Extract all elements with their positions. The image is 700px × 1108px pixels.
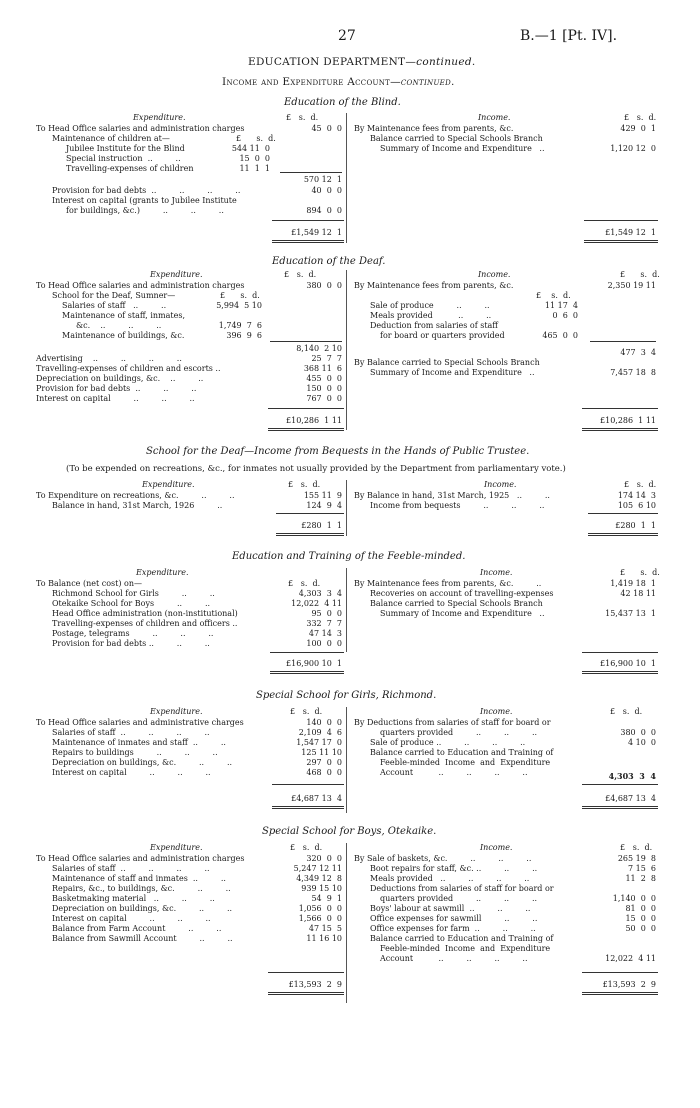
expenditure-line: Maintenance of staff and inmates .. .. xyxy=(52,874,226,883)
column-divider xyxy=(346,568,347,652)
section-title-bequests: School for the Deaf—Income from Bequests in the Hands of Public Trustee. xyxy=(146,446,530,457)
amount: 2,350 19 11 xyxy=(607,281,656,290)
section-title-blind: Education of the Blind. xyxy=(284,97,401,108)
expenditure-heading: Expenditure. xyxy=(133,113,186,122)
expenditure-line: Otekaike School for Boys .. .. xyxy=(52,599,211,608)
amount: 7 15 6 xyxy=(628,864,656,873)
amount: 320 0 0 xyxy=(306,854,342,863)
income-line: Account .. .. .. .. xyxy=(380,768,528,777)
income-line: Balance carried to Education and Training of xyxy=(370,934,554,943)
total-income: £4,687 13 4 xyxy=(605,794,656,803)
income-line: By Balance carried to Special Schools Branch xyxy=(354,358,540,367)
expenditure-line: To Head Office salaries and administration charges xyxy=(36,854,245,863)
expenditure-line: Maintenance of inmates and staff .. .. xyxy=(52,738,226,747)
double-rule xyxy=(268,428,344,431)
income-line: quarters provided .. .. .. xyxy=(380,728,538,737)
rule xyxy=(582,652,658,653)
amount: 1,547 17 0 xyxy=(296,738,342,747)
amount: 124 9 4 xyxy=(306,501,342,510)
amount: 11 16 10 xyxy=(306,934,342,943)
income-line: Boys' labour at sawmill .. .. .. xyxy=(370,904,531,913)
income-heading: Income. xyxy=(478,113,511,122)
amount: 11 2 8 xyxy=(625,874,656,883)
inner-lsd-heading: £ s. d. xyxy=(536,291,571,300)
expenditure-line: Salaries of staff .. .. xyxy=(62,301,167,310)
amount: 1,056 0 0 xyxy=(298,904,342,913)
amount: 150 0 0 xyxy=(306,384,342,393)
expenditure-line: Depreciation on buildings, &c. .. .. xyxy=(52,904,233,913)
amount: 47 14 3 xyxy=(308,629,342,638)
rule xyxy=(268,408,344,409)
expenditure-line: To Balance (net cost) on— xyxy=(36,579,142,588)
expenditure-line: Interest on capital .. .. .. xyxy=(52,768,211,777)
expenditure-line: Interest on capital .. .. .. xyxy=(36,394,195,403)
bequests-note: (To be expended on recreations, &c., for inmates not usually provided by the Department from parliamentary vote.) xyxy=(66,464,566,474)
amount: 4 10 0 xyxy=(628,738,656,747)
inner-amount: 465 0 0 xyxy=(542,331,578,340)
income-heading: Income. xyxy=(484,480,517,489)
income-line: Deductions from salaries of staff for board or xyxy=(370,884,554,893)
amount: 15 0 0 xyxy=(625,914,656,923)
amount: 40 0 0 xyxy=(311,186,342,195)
amount: 4,303 3 4 xyxy=(298,589,342,598)
income-line: Summary of Income and Expenditure .. xyxy=(380,144,545,153)
expenditure-line: Provision for bad debts .. .. .. .. xyxy=(52,186,241,195)
income-line: Meals provided .. .. .. .. xyxy=(370,874,530,883)
page-number: 27 xyxy=(338,28,356,44)
amount: 4,303 3 4 xyxy=(608,771,656,781)
expenditure-line: Depreciation on buildings, &c. .. .. xyxy=(36,374,204,383)
amount: 1,140 0 0 xyxy=(612,894,656,903)
expenditure-line: To Head Office salaries and administration charges xyxy=(36,124,245,133)
expenditure-line: Jubilee Institute for the Blind xyxy=(66,144,185,153)
amount: 15,437 13 1 xyxy=(605,609,656,618)
section-title-deaf: Education of the Deaf. xyxy=(272,256,386,267)
lsd-heading: £ s. d. xyxy=(284,270,317,279)
inner-lsd-heading: £ s. d. xyxy=(236,134,276,143)
amount: 8,140 2 10 xyxy=(296,344,342,353)
expenditure-line: Interest on capital .. .. .. xyxy=(52,914,211,923)
rule xyxy=(280,172,342,173)
total-income: £13,593 2 9 xyxy=(602,980,656,989)
lsd-heading: £ s. d. xyxy=(286,113,319,122)
income-heading: Income. xyxy=(480,707,513,716)
expenditure-line: Head Office administration (non-institutional) xyxy=(52,609,238,618)
double-rule xyxy=(584,240,658,243)
income-line: Deduction from salaries of staff xyxy=(370,321,498,330)
amount: 81 0 0 xyxy=(625,904,656,913)
lsd-heading: £ s. d. xyxy=(610,707,643,716)
expenditure-heading: Expenditure. xyxy=(150,843,203,852)
rule xyxy=(270,652,344,653)
total-expenditure: £10,286 1 11 xyxy=(286,416,342,425)
double-rule xyxy=(272,806,344,809)
expenditure-line: for buildings, &c.) .. .. .. xyxy=(66,206,224,215)
double-rule xyxy=(272,240,344,243)
expenditure-line: Depreciation on buildings, &c. .. .. xyxy=(52,758,233,767)
rule xyxy=(272,784,344,785)
income-line: Office expenses for sawmill .. .. xyxy=(370,914,538,923)
rule xyxy=(270,341,342,342)
double-rule xyxy=(582,806,658,809)
amount: 477 3 4 xyxy=(620,348,656,357)
double-rule xyxy=(582,671,658,674)
lsd-heading: £ s. d. xyxy=(288,579,321,588)
amount: 155 11 9 xyxy=(303,491,342,500)
income-line: Boot repairs for staff, &c. .. .. .. xyxy=(370,864,538,873)
expenditure-line: Basketmaking material .. .. .. xyxy=(52,894,215,903)
account-heading: Income and Expenditure Account—continued. xyxy=(222,76,455,88)
expenditure-line: Repairs, &c., to buildings, &c. .. .. xyxy=(52,884,231,893)
income-line: Meals provided .. .. xyxy=(370,311,492,320)
column-divider xyxy=(346,707,347,813)
income-heading: Income. xyxy=(478,270,511,279)
column-divider xyxy=(346,480,347,536)
amount: 105 6 10 xyxy=(617,501,656,510)
income-line: for board or quarters provided xyxy=(380,331,505,340)
rule xyxy=(272,220,344,221)
column-divider xyxy=(346,843,347,1003)
expenditure-line: Balance in hand, 31st March, 1926 .. xyxy=(52,501,223,510)
total-income: £10,286 1 11 xyxy=(600,416,656,425)
lsd-heading: £ s. d. xyxy=(288,480,321,489)
expenditure-line: Provision for bad debts .. .. .. xyxy=(52,639,210,648)
expenditure-line: To Expenditure on recreations, &c. .. .. xyxy=(36,491,235,500)
amount: 45 0 0 xyxy=(311,124,342,133)
lsd-heading: £ s. d. xyxy=(620,270,660,279)
expenditure-line: Salaries of staff .. .. .. .. xyxy=(52,864,210,873)
inner-amount: 0 6 0 xyxy=(552,311,578,320)
lsd-heading: £ s. d. xyxy=(620,568,660,577)
income-line: Sale of produce .. .. .. .. xyxy=(370,738,526,747)
amount: 332 7 7 xyxy=(306,619,342,628)
rule xyxy=(276,513,344,514)
lsd-heading: £ s. d. xyxy=(624,113,657,122)
income-line: Recoveries on account of travelling-expenses xyxy=(370,589,554,598)
income-heading: Income. xyxy=(480,568,513,577)
expenditure-line: To Head Office salaries and administration charges xyxy=(36,281,245,290)
income-line: Feeble-minded Income and Expenditure xyxy=(380,944,551,953)
amount: 368 11 6 xyxy=(303,364,342,373)
rule xyxy=(584,220,658,221)
expenditure-line: Richmond School for Girls .. .. xyxy=(52,589,215,598)
lsd-heading: £ s. d. xyxy=(290,843,323,852)
amount: 42 18 11 xyxy=(620,589,656,598)
lsd-heading: £ s. d. xyxy=(620,843,653,852)
amount: 767 0 0 xyxy=(306,394,342,403)
income-heading: Income. xyxy=(480,843,513,852)
rule xyxy=(588,513,658,514)
double-rule xyxy=(582,992,658,995)
inner-amount: 15 0 0 xyxy=(239,154,270,163)
amount: 54 9 1 xyxy=(311,894,342,903)
expenditure-line: Maintenance of staff, inmates, xyxy=(62,311,186,320)
amount: 380 0 0 xyxy=(306,281,342,290)
income-line: Income from bequests .. .. .. xyxy=(370,501,545,510)
column-divider xyxy=(346,270,347,430)
income-line: Summary of Income and Expenditure .. xyxy=(380,609,545,618)
amount: 95 0 0 xyxy=(311,609,342,618)
expenditure-line: Travelling-expenses of children and officers .. xyxy=(52,619,238,628)
amount: 570 12 1 xyxy=(303,175,342,184)
amount: 455 0 0 xyxy=(306,374,342,383)
income-line: Account .. .. .. .. xyxy=(380,954,528,963)
amount: 1,566 0 0 xyxy=(298,914,342,923)
income-line: Sale of produce .. .. xyxy=(370,301,490,310)
amount: 894 0 0 xyxy=(306,206,342,215)
expenditure-line: &c. .. .. .. xyxy=(76,321,162,330)
amount: 429 0 1 xyxy=(620,124,656,133)
section-title-girls-richmond: Special School for Girls, Richmond. xyxy=(256,690,437,701)
double-rule xyxy=(268,992,344,995)
amount: 2,109 4 6 xyxy=(298,728,342,737)
total-expenditure: £280 1 1 xyxy=(301,521,342,530)
expenditure-line: Balance from Farm Account .. .. xyxy=(52,924,222,933)
amount: 47 15 5 xyxy=(308,924,342,933)
department-heading: EDUCATION DEPARTMENT—continued. xyxy=(248,56,476,68)
amount: 174 14 3 xyxy=(617,491,656,500)
expenditure-line: Provision for bad debts .. .. .. xyxy=(36,384,197,393)
expenditure-line: Travelling-expenses of children xyxy=(66,164,194,173)
column-divider xyxy=(346,113,347,243)
expenditure-line: Balance from Sawmill Account .. .. xyxy=(52,934,233,943)
income-line: By Deductions from salaries of staff for board or xyxy=(354,718,551,727)
expenditure-line: Special instruction .. .. xyxy=(66,154,181,163)
section-title-boys-otekaike: Special School for Boys, Otekaike. xyxy=(262,826,437,837)
amount: 1,120 12 0 xyxy=(610,144,656,153)
amount: 25 7 7 xyxy=(311,354,342,363)
amount: 4,349 12 8 xyxy=(296,874,342,883)
report-reference: B.—1 [Pt. IV]. xyxy=(520,28,618,44)
lsd-heading: £ s. d. xyxy=(624,480,657,489)
inner-lsd-heading: £ s. d. xyxy=(220,291,260,300)
income-line: Feeble-minded Income and Expenditure xyxy=(380,758,551,767)
amount: 100 0 0 xyxy=(306,639,342,648)
income-line: Balance carried to Special Schools Branch xyxy=(370,599,543,608)
rule xyxy=(582,408,658,409)
expenditure-line: Postage, telegrams .. .. .. xyxy=(52,629,214,638)
double-rule xyxy=(270,671,344,674)
double-rule xyxy=(582,428,658,431)
income-line: Balance carried to Education and Training of xyxy=(370,748,554,757)
expenditure-line: Advertising .. .. .. .. xyxy=(36,354,182,363)
income-line: By Maintenance fees from parents, &c. xyxy=(354,281,514,290)
amount: 939 15 10 xyxy=(301,884,342,893)
inner-amount: 11 17 4 xyxy=(544,301,578,310)
total-income: £1,549 12 1 xyxy=(605,228,656,237)
section-title-feeble-minded: Education and Training of the Feeble-minded. xyxy=(232,551,466,562)
expenditure-line: Interest on capital (grants to Jubilee Institute xyxy=(52,196,237,205)
income-line: By Sale of baskets, &c. .. .. .. xyxy=(354,854,532,863)
inner-amount: 544 11 0 xyxy=(231,144,270,153)
amount: 140 0 0 xyxy=(306,718,342,727)
amount: 297 0 0 xyxy=(306,758,342,767)
inner-amount: 1,749 7 6 xyxy=(218,321,262,330)
expenditure-heading: Expenditure. xyxy=(150,270,203,279)
total-expenditure: £4,687 13 4 xyxy=(291,794,342,803)
expenditure-line: Repairs to buildings .. .. .. xyxy=(52,748,218,757)
amount: 7,457 18 8 xyxy=(610,368,656,377)
amount: 125 11 10 xyxy=(301,748,342,757)
total-expenditure: £13,593 2 9 xyxy=(288,980,342,989)
income-line: Balance carried to Special Schools Branch xyxy=(370,134,543,143)
expenditure-line: School for the Deaf, Sumner— xyxy=(52,291,176,300)
income-line: By Balance in hand, 31st March, 1925 .. .. xyxy=(354,491,550,500)
expenditure-heading: Expenditure. xyxy=(150,707,203,716)
income-line: By Maintenance fees from parents, &c. xyxy=(354,124,514,133)
amount: 12,022 4 11 xyxy=(291,599,342,608)
amount: 380 0 0 xyxy=(620,728,656,737)
amount: 1,419 18 1 xyxy=(610,579,656,588)
expenditure-line: Salaries of staff .. .. .. .. xyxy=(52,728,210,737)
income-line: Office expenses for farm .. .. .. xyxy=(370,924,536,933)
rule xyxy=(582,784,658,785)
inner-amount: 11 1 1 xyxy=(239,164,270,173)
expenditure-line: To Head Office salaries and administrative charges xyxy=(36,718,244,727)
lsd-heading: £ s. d. xyxy=(290,707,323,716)
income-line: quarters provided .. .. .. xyxy=(380,894,538,903)
total-expenditure: £16,900 10 1 xyxy=(286,659,342,668)
expenditure-line: Maintenance of buildings, &c. xyxy=(62,331,185,340)
double-rule xyxy=(588,533,658,536)
total-income: £280 1 1 xyxy=(615,521,656,530)
expenditure-heading: Expenditure. xyxy=(136,568,189,577)
expenditure-line: Maintenance of children at— xyxy=(52,134,170,143)
income-line: Summary of Income and Expenditure .. xyxy=(370,368,535,377)
rule xyxy=(582,972,658,973)
double-rule xyxy=(276,533,344,536)
amount: 468 0 0 xyxy=(306,768,342,777)
amount: 12,022 4 11 xyxy=(605,954,656,963)
amount: 5,247 12 11 xyxy=(293,864,342,873)
income-line: By Maintenance fees from parents, &c. .. xyxy=(354,579,542,588)
total-income: £16,900 10 1 xyxy=(600,659,656,668)
inner-amount: 396 9 6 xyxy=(226,331,262,340)
amount: 50 0 0 xyxy=(625,924,656,933)
amount: 265 19 8 xyxy=(617,854,656,863)
expenditure-heading: Expenditure. xyxy=(142,480,195,489)
inner-amount: 5,994 5 10 xyxy=(216,301,262,310)
rule xyxy=(590,341,656,342)
rule xyxy=(268,972,344,973)
total-expenditure: £1,549 12 1 xyxy=(291,228,342,237)
expenditure-line: Travelling-expenses of children and escorts .. xyxy=(36,364,221,373)
